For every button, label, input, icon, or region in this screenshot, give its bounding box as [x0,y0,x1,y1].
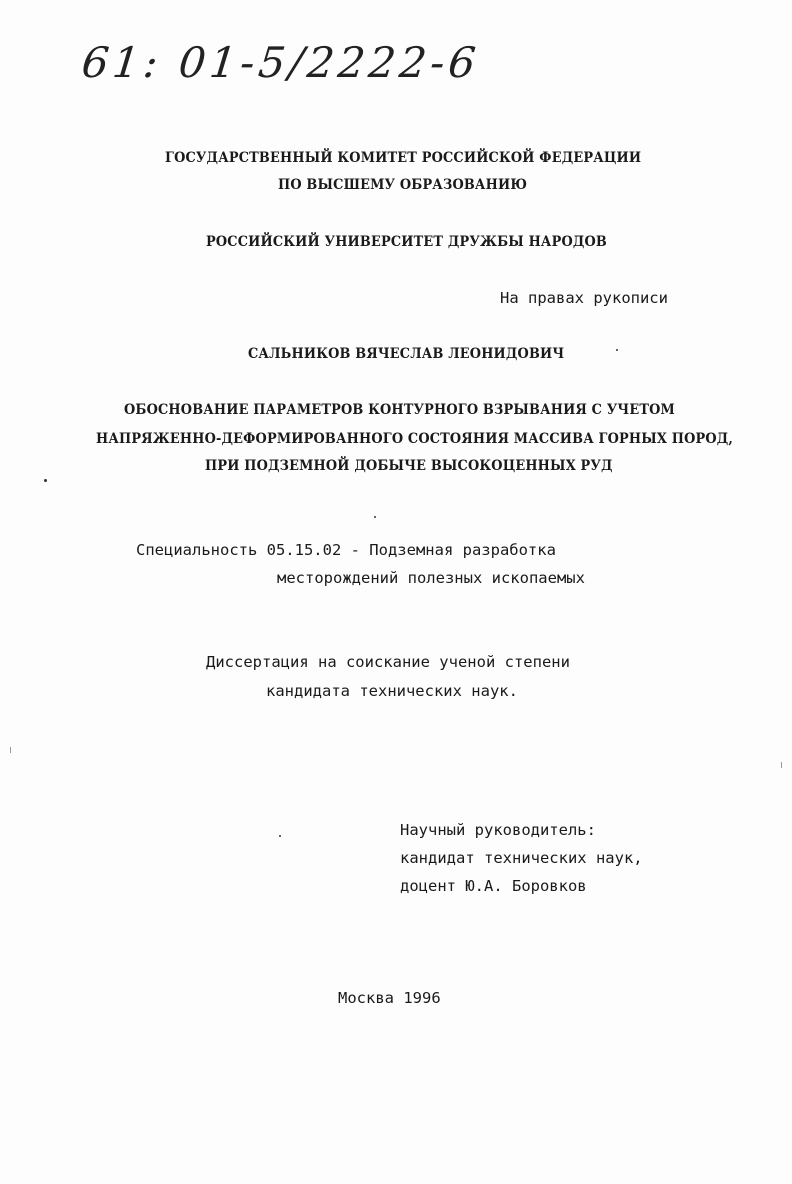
dissertation-title-line-1: ОБОСНОВАНИЕ ПАРАМЕТРОВ КОНТУРНОГО ВЗРЫВАНИЯ С УЧЕТОМ [124,402,675,418]
dissertation-title-line-2: НАПРЯЖЕННО-ДЕФОРМИРОВАННОГО СОСТОЯНИЯ МАССИВА ГОРНЫХ ПОРОД, [96,431,734,447]
scan-speck [374,516,376,518]
supervisor-degree: кандидат технических наук, [400,849,643,867]
scan-speck [616,349,618,351]
author-name: САЛЬНИКОВ ВЯЧЕСЛАВ ЛЕОНИДОВИЧ [248,346,565,362]
city-year: Москва 1996 [338,989,441,1007]
degree-line-2: кандидата технических наук. [266,682,518,700]
scan-speck [10,747,11,753]
degree-line-1: Диссертация на соискание ученой степени [206,653,570,671]
dissertation-title-line-3: ПРИ ПОДЗЕМНОЙ ДОБЫЧЕ ВЫСОКОЦЕННЫХ РУД [205,458,613,474]
specialty-line-2: месторождений полезных ископаемых [277,569,585,587]
scan-speck [781,762,782,768]
specialty-line-1: Специальность 05.15.02 - Подземная разработка [136,541,556,559]
scan-speck [279,835,281,837]
handwritten-registration-number: 61: 01-5/2222-6 [79,38,482,87]
committee-line-2: ПО ВЫСШЕМУ ОБРАЗОВАНИЮ [278,177,528,193]
supervisor-label: Научный руководитель: [400,821,596,839]
committee-line-1: ГОСУДАРСТВЕННЫЙ КОМИТЕТ РОССИЙСКОЙ ФЕДЕРАЦИИ [165,150,642,166]
scan-speck [44,479,47,482]
supervisor-name: доцент Ю.А. Боровков [400,877,587,895]
manuscript-rights-note: На правах рукописи [500,289,668,307]
university-name: РОССИЙСКИЙ УНИВЕРСИТЕТ ДРУЖБЫ НАРОДОВ [206,234,608,250]
